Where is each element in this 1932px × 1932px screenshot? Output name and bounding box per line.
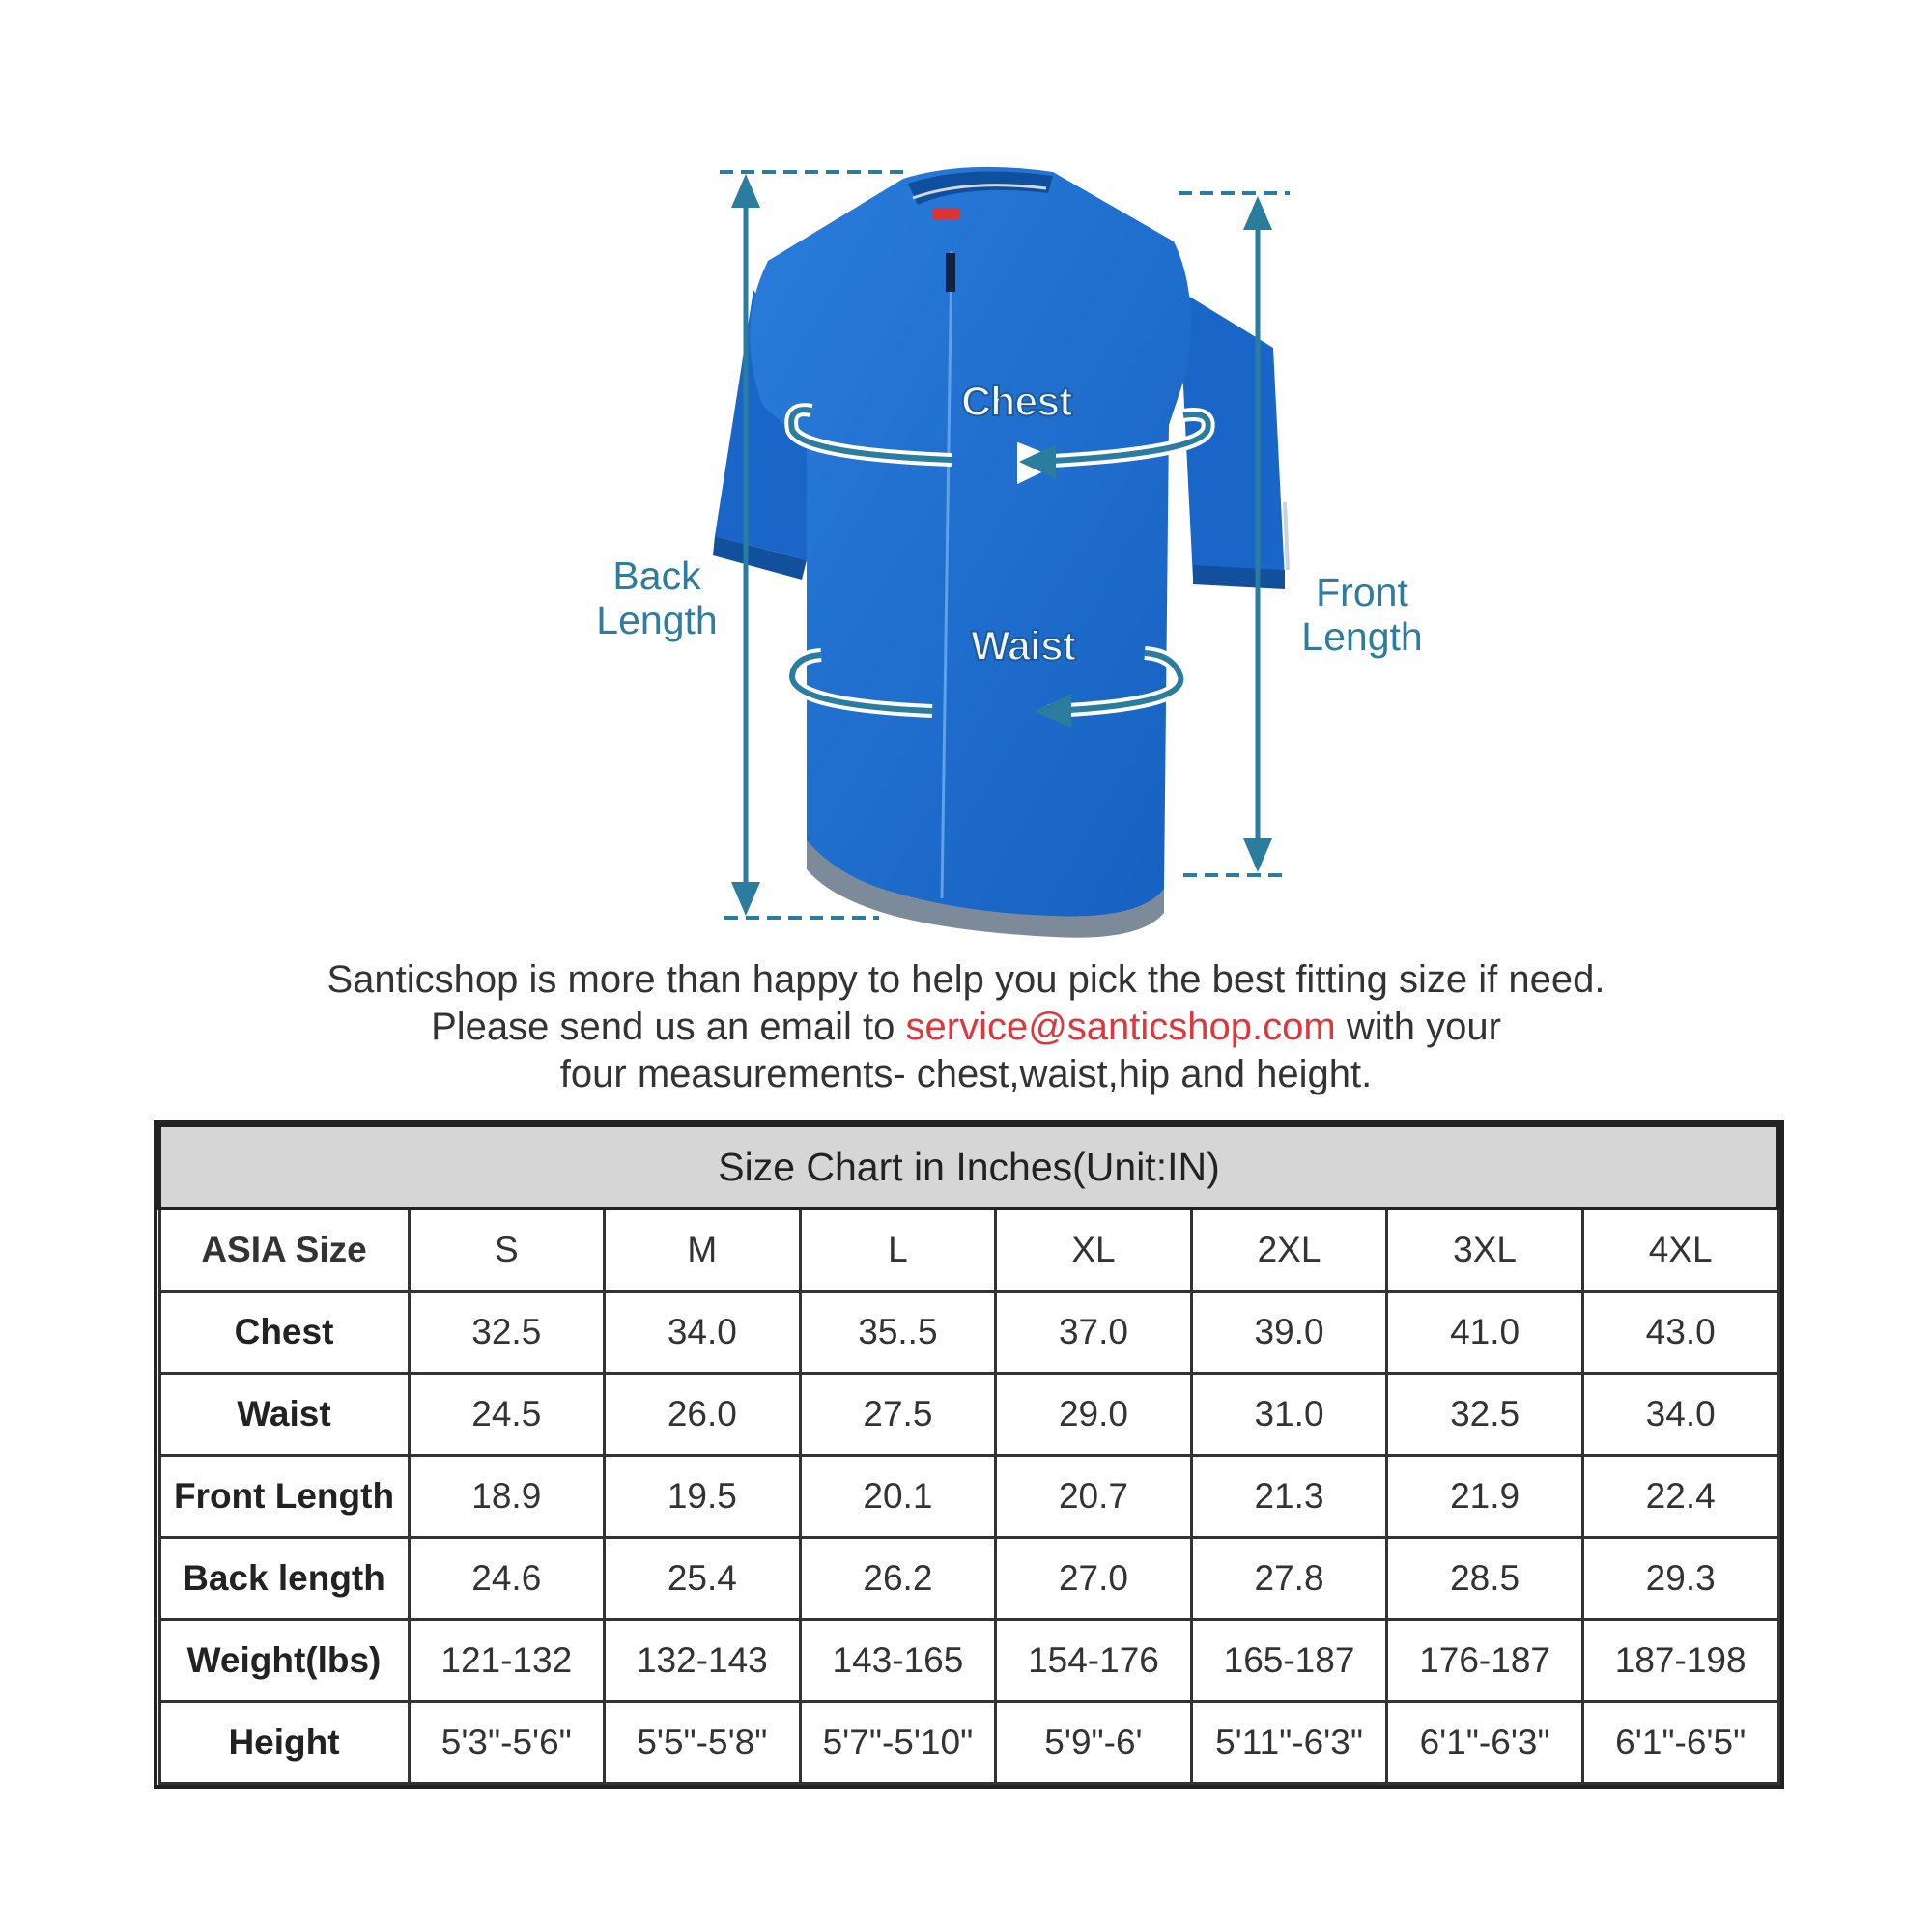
front-length-label: Front Length <box>1301 570 1423 659</box>
table-cell: 31.0 <box>1191 1374 1387 1456</box>
size-chart-title: Size Chart in Inches(Unit:IN) <box>159 1125 1778 1208</box>
table-cell: 6'1"-6'5" <box>1582 1702 1778 1784</box>
help-text <box>0 956 1932 1098</box>
table-cell: 187-198 <box>1582 1620 1778 1702</box>
table-cell: 39.0 <box>1191 1292 1387 1374</box>
table-cell: 5'5"-5'8" <box>605 1702 801 1784</box>
table-row <box>159 1374 1778 1456</box>
help-line-3: four measurements- chest,waist,hip and height. <box>559 1053 1373 1095</box>
table-cell: 27.8 <box>1191 1538 1387 1620</box>
table-cell: 29.3 <box>1582 1538 1778 1620</box>
email-link[interactable]: service@santicshop.com <box>905 1006 1336 1048</box>
table-cell: 176-187 <box>1387 1620 1583 1702</box>
table-row <box>159 1702 1778 1784</box>
waist-label: Waist <box>971 623 1076 669</box>
help-line-2: Please send us an email to service@santicshop.com with your <box>431 1006 1501 1048</box>
table-cell: 32.5 <box>1387 1374 1583 1456</box>
table-row <box>159 1292 1778 1374</box>
table-cell: 29.0 <box>996 1374 1192 1456</box>
row-label: Front Length <box>159 1456 409 1538</box>
table-cell: 35..5 <box>800 1292 996 1374</box>
jersey-illustration <box>713 167 1288 938</box>
table-cell: 154-176 <box>996 1620 1192 1702</box>
table-cell: 19.5 <box>605 1456 801 1538</box>
table-cell: 20.1 <box>800 1456 996 1538</box>
row-label: Chest <box>159 1292 409 1374</box>
size-label: 4XL <box>1582 1208 1778 1292</box>
size-label: XL <box>996 1208 1192 1292</box>
table-cell: 143-165 <box>800 1620 996 1702</box>
size-label: 3XL <box>1387 1208 1583 1292</box>
table-cell: 25.4 <box>605 1538 801 1620</box>
size-chart-table <box>157 1123 1780 1785</box>
table-cell: 121-132 <box>409 1620 605 1702</box>
table-cell: 5'3"-5'6" <box>409 1702 605 1784</box>
table-cell: 34.0 <box>605 1292 801 1374</box>
table-cell: 24.6 <box>409 1538 605 1620</box>
row-label: ASIA Size <box>159 1208 409 1292</box>
help-line-1: Santicshop is more than happy to help you pick the best fitting size if need. <box>327 958 1605 1001</box>
table-cell: 26.2 <box>800 1538 996 1620</box>
table-cell: 5'11"-6'3" <box>1191 1702 1387 1784</box>
table-row <box>159 1456 1778 1538</box>
size-label: S <box>409 1208 605 1292</box>
table-cell: 21.9 <box>1387 1456 1583 1538</box>
size-label: M <box>605 1208 801 1292</box>
size-label: 2XL <box>1191 1208 1387 1292</box>
table-cell: 24.5 <box>409 1374 605 1456</box>
size-header-row <box>159 1208 1778 1292</box>
table-cell: 21.3 <box>1191 1456 1387 1538</box>
row-label: Waist <box>159 1374 409 1456</box>
table-cell: 41.0 <box>1387 1292 1583 1374</box>
table-cell: 20.7 <box>996 1456 1192 1538</box>
table-cell: 5'7"-5'10" <box>800 1702 996 1784</box>
table-cell: 6'1"-6'3" <box>1387 1702 1583 1784</box>
table-cell: 27.5 <box>800 1374 996 1456</box>
table-cell: 18.9 <box>409 1456 605 1538</box>
table-cell: 32.5 <box>409 1292 605 1374</box>
row-label: Back length <box>159 1538 409 1620</box>
table-cell: 165-187 <box>1191 1620 1387 1702</box>
size-label: L <box>800 1208 996 1292</box>
chest-label: Chest <box>961 379 1072 425</box>
row-label: Weight(lbs) <box>159 1620 409 1702</box>
table-cell: 37.0 <box>996 1292 1192 1374</box>
table-row <box>159 1538 1778 1620</box>
table-cell: 28.5 <box>1387 1538 1583 1620</box>
table-cell: 43.0 <box>1582 1292 1778 1374</box>
table-cell: 34.0 <box>1582 1374 1778 1456</box>
table-cell: 27.0 <box>996 1538 1192 1620</box>
row-label: Height <box>159 1702 409 1784</box>
table-cell: 132-143 <box>605 1620 801 1702</box>
back-length-label: Back Length <box>596 554 718 642</box>
table-cell: 22.4 <box>1582 1456 1778 1538</box>
table-cell: 26.0 <box>605 1374 801 1456</box>
table-row <box>159 1620 1778 1702</box>
table-cell: 5'9"-6' <box>996 1702 1192 1784</box>
